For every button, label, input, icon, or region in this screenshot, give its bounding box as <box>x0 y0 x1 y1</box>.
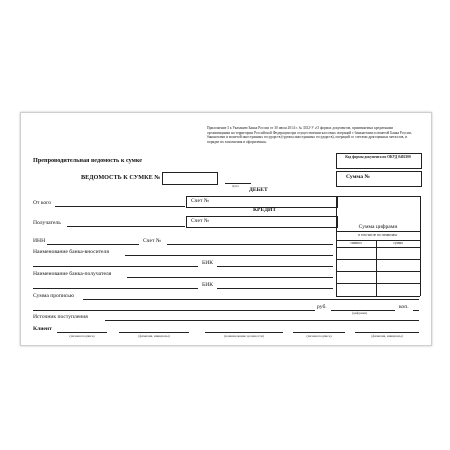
client-signature-caption: (личная подпись) <box>69 334 95 338</box>
form-title: Препроводительная ведомость к сумке <box>33 157 143 164</box>
digits-caption: (цифрами) <box>352 311 368 315</box>
client-name-line[interactable] <box>119 332 189 333</box>
statement-number-label: ВЕДОМОСТЬ К СУМКЕ № <box>81 174 161 181</box>
symbols-column-divider <box>376 240 377 296</box>
debit-label: ДЕБЕТ <box>249 187 268 193</box>
amount-table-top <box>336 196 420 197</box>
bag-number-label: Сумма № <box>346 174 371 180</box>
recipient-line[interactable] <box>67 226 185 227</box>
symbol-column-header: символ <box>350 241 362 245</box>
sender-bik-line[interactable] <box>217 266 333 267</box>
source-label: Источник поступления <box>33 314 88 320</box>
bag-accompanying-statement-form <box>20 112 432 346</box>
inn-label: ИНН <box>33 238 46 244</box>
kop-label: коп. <box>399 304 409 310</box>
client-name-caption: (фамилия, инициалы) <box>138 334 170 338</box>
statement-number-field[interactable] <box>162 172 218 185</box>
including-symbols-label: в том числе по символам: <box>358 233 398 237</box>
date-caption: Дата <box>232 184 239 188</box>
amount-table-left-edge <box>336 196 337 296</box>
amount-table-bottom <box>336 296 420 297</box>
credit-account-label: Счет № <box>191 218 210 224</box>
symbols-row-4[interactable] <box>336 283 420 284</box>
inn-account-line[interactable] <box>167 244 333 245</box>
recipient-bik-line[interactable] <box>217 288 333 289</box>
recipient-bank-line[interactable] <box>127 277 333 278</box>
recipient-label: Получатель <box>33 220 61 226</box>
from-label: От кого <box>33 200 52 206</box>
amount-table-right-edge <box>420 196 421 296</box>
symbols-row-1[interactable] <box>336 247 420 248</box>
cashier-position-caption: (наименование должности) <box>224 334 264 338</box>
kop-line[interactable] <box>413 310 419 311</box>
source-line[interactable] <box>105 320 419 321</box>
cashier-name-line[interactable] <box>355 332 419 333</box>
amount-words-label: Сумма прописью <box>33 293 75 299</box>
header-note: Приложение 3 к Указанию Банка России от 30 июля 2014 г. № 3352-У «О формах документов, применяемых кредитными организациями на территории Российской Федерации при осуществлении кассовых операций с банкнотами и монетой Банка России, банкнотами и монетой иностранных государств (группы иностранных государств), операций со счетами драгоценных металлов, и порядке их заполнения и оформления» <box>207 126 412 144</box>
sender-bank-line-2[interactable] <box>33 266 198 267</box>
symbols-row-2[interactable] <box>336 259 420 260</box>
cashier-name-caption: (фамилия, инициалы) <box>371 334 403 338</box>
cashier-position-line[interactable] <box>205 332 283 333</box>
client-label: Клиент <box>33 326 52 332</box>
cashier-signature-caption: (личная подпись) <box>306 334 332 338</box>
debit-account-label: Счет № <box>191 198 210 204</box>
recipient-bank-line-2[interactable] <box>33 288 198 289</box>
client-signature-line[interactable] <box>57 332 107 333</box>
amount-words-line[interactable] <box>83 299 419 300</box>
inn-account-label: Счет № <box>143 238 162 244</box>
sum-column-header: сумма <box>393 241 403 245</box>
amount-words-line-2[interactable] <box>33 310 315 311</box>
amount-digits-label: Сумма цифрами <box>358 224 398 230</box>
recipient-bank-label: Наименование банка-получателя <box>33 271 112 277</box>
inn-line[interactable] <box>47 244 139 245</box>
sender-bank-line[interactable] <box>125 255 333 256</box>
credit-label: КРЕДИТ <box>253 207 277 213</box>
amount-digits-line[interactable] <box>336 231 420 232</box>
symbols-row-3[interactable] <box>336 271 420 272</box>
cashier-signature-line[interactable] <box>293 332 345 333</box>
recipient-bik-label: БИК <box>202 282 213 288</box>
sender-bank-label: Наименование банка-вносителя <box>33 249 109 255</box>
from-line[interactable] <box>55 206 185 207</box>
okud-code-label: Код формы документа по ОКУД 0402300 <box>345 155 411 159</box>
sender-bik-label: БИК <box>202 260 213 266</box>
rub-label: руб. <box>317 304 327 310</box>
